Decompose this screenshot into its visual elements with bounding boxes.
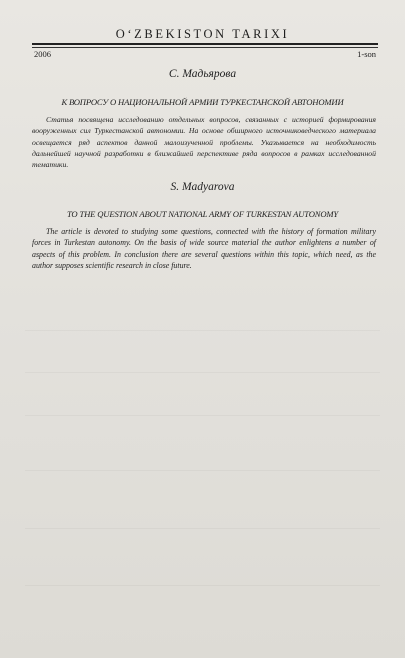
- show-through-line: [25, 372, 380, 373]
- header-year: 2006: [34, 49, 51, 59]
- russian-author: С. Мадьярова: [168, 68, 237, 80]
- russian-article-title: К ВОПРОСУ О НАЦИОНАЛЬНОЙ АРМИИ ТУРКЕСТАНСКОЙ АВТОНОМИИ: [61, 97, 344, 107]
- header-rule-thick: [32, 43, 378, 45]
- journal-title: O‘ZBEKISTON TARIXI: [115, 27, 290, 41]
- english-author: S. Madyarova: [170, 181, 235, 193]
- show-through-line: [25, 470, 380, 471]
- header-rule-thin: [32, 47, 378, 48]
- russian-abstract: Статья посвящена исследованию отдельных вопросов, связанных с историей формирования вооруженных сил Туркестанской автономии. На основе обширного источниковедческого материала освещается ряд аспектов данной малоизученной проблемы. Указывается на необходимость дальнейшей научной разработки в ближайшей перспективе ряда вопросов в рамках исследованной тематики.: [32, 115, 376, 170]
- english-abstract: The article is devoted to studying some questions, connected with the history of formation military forces in Turkestan autonomy. On the basis of wide source material the author enlightens a number of aspects of this problem. In conclusion there are several questions within this topic, which need, as the author supposes scientific research in close future.: [32, 227, 376, 271]
- header-issue: 1-son: [357, 49, 376, 59]
- show-through-line: [25, 585, 380, 586]
- english-article-title: TO THE QUESTION ABOUT NATIONAL ARMY OF TURKESTAN AUTONOMY: [66, 209, 339, 219]
- show-through-line: [25, 330, 380, 331]
- show-through-line: [25, 528, 380, 529]
- show-through-line: [25, 415, 380, 416]
